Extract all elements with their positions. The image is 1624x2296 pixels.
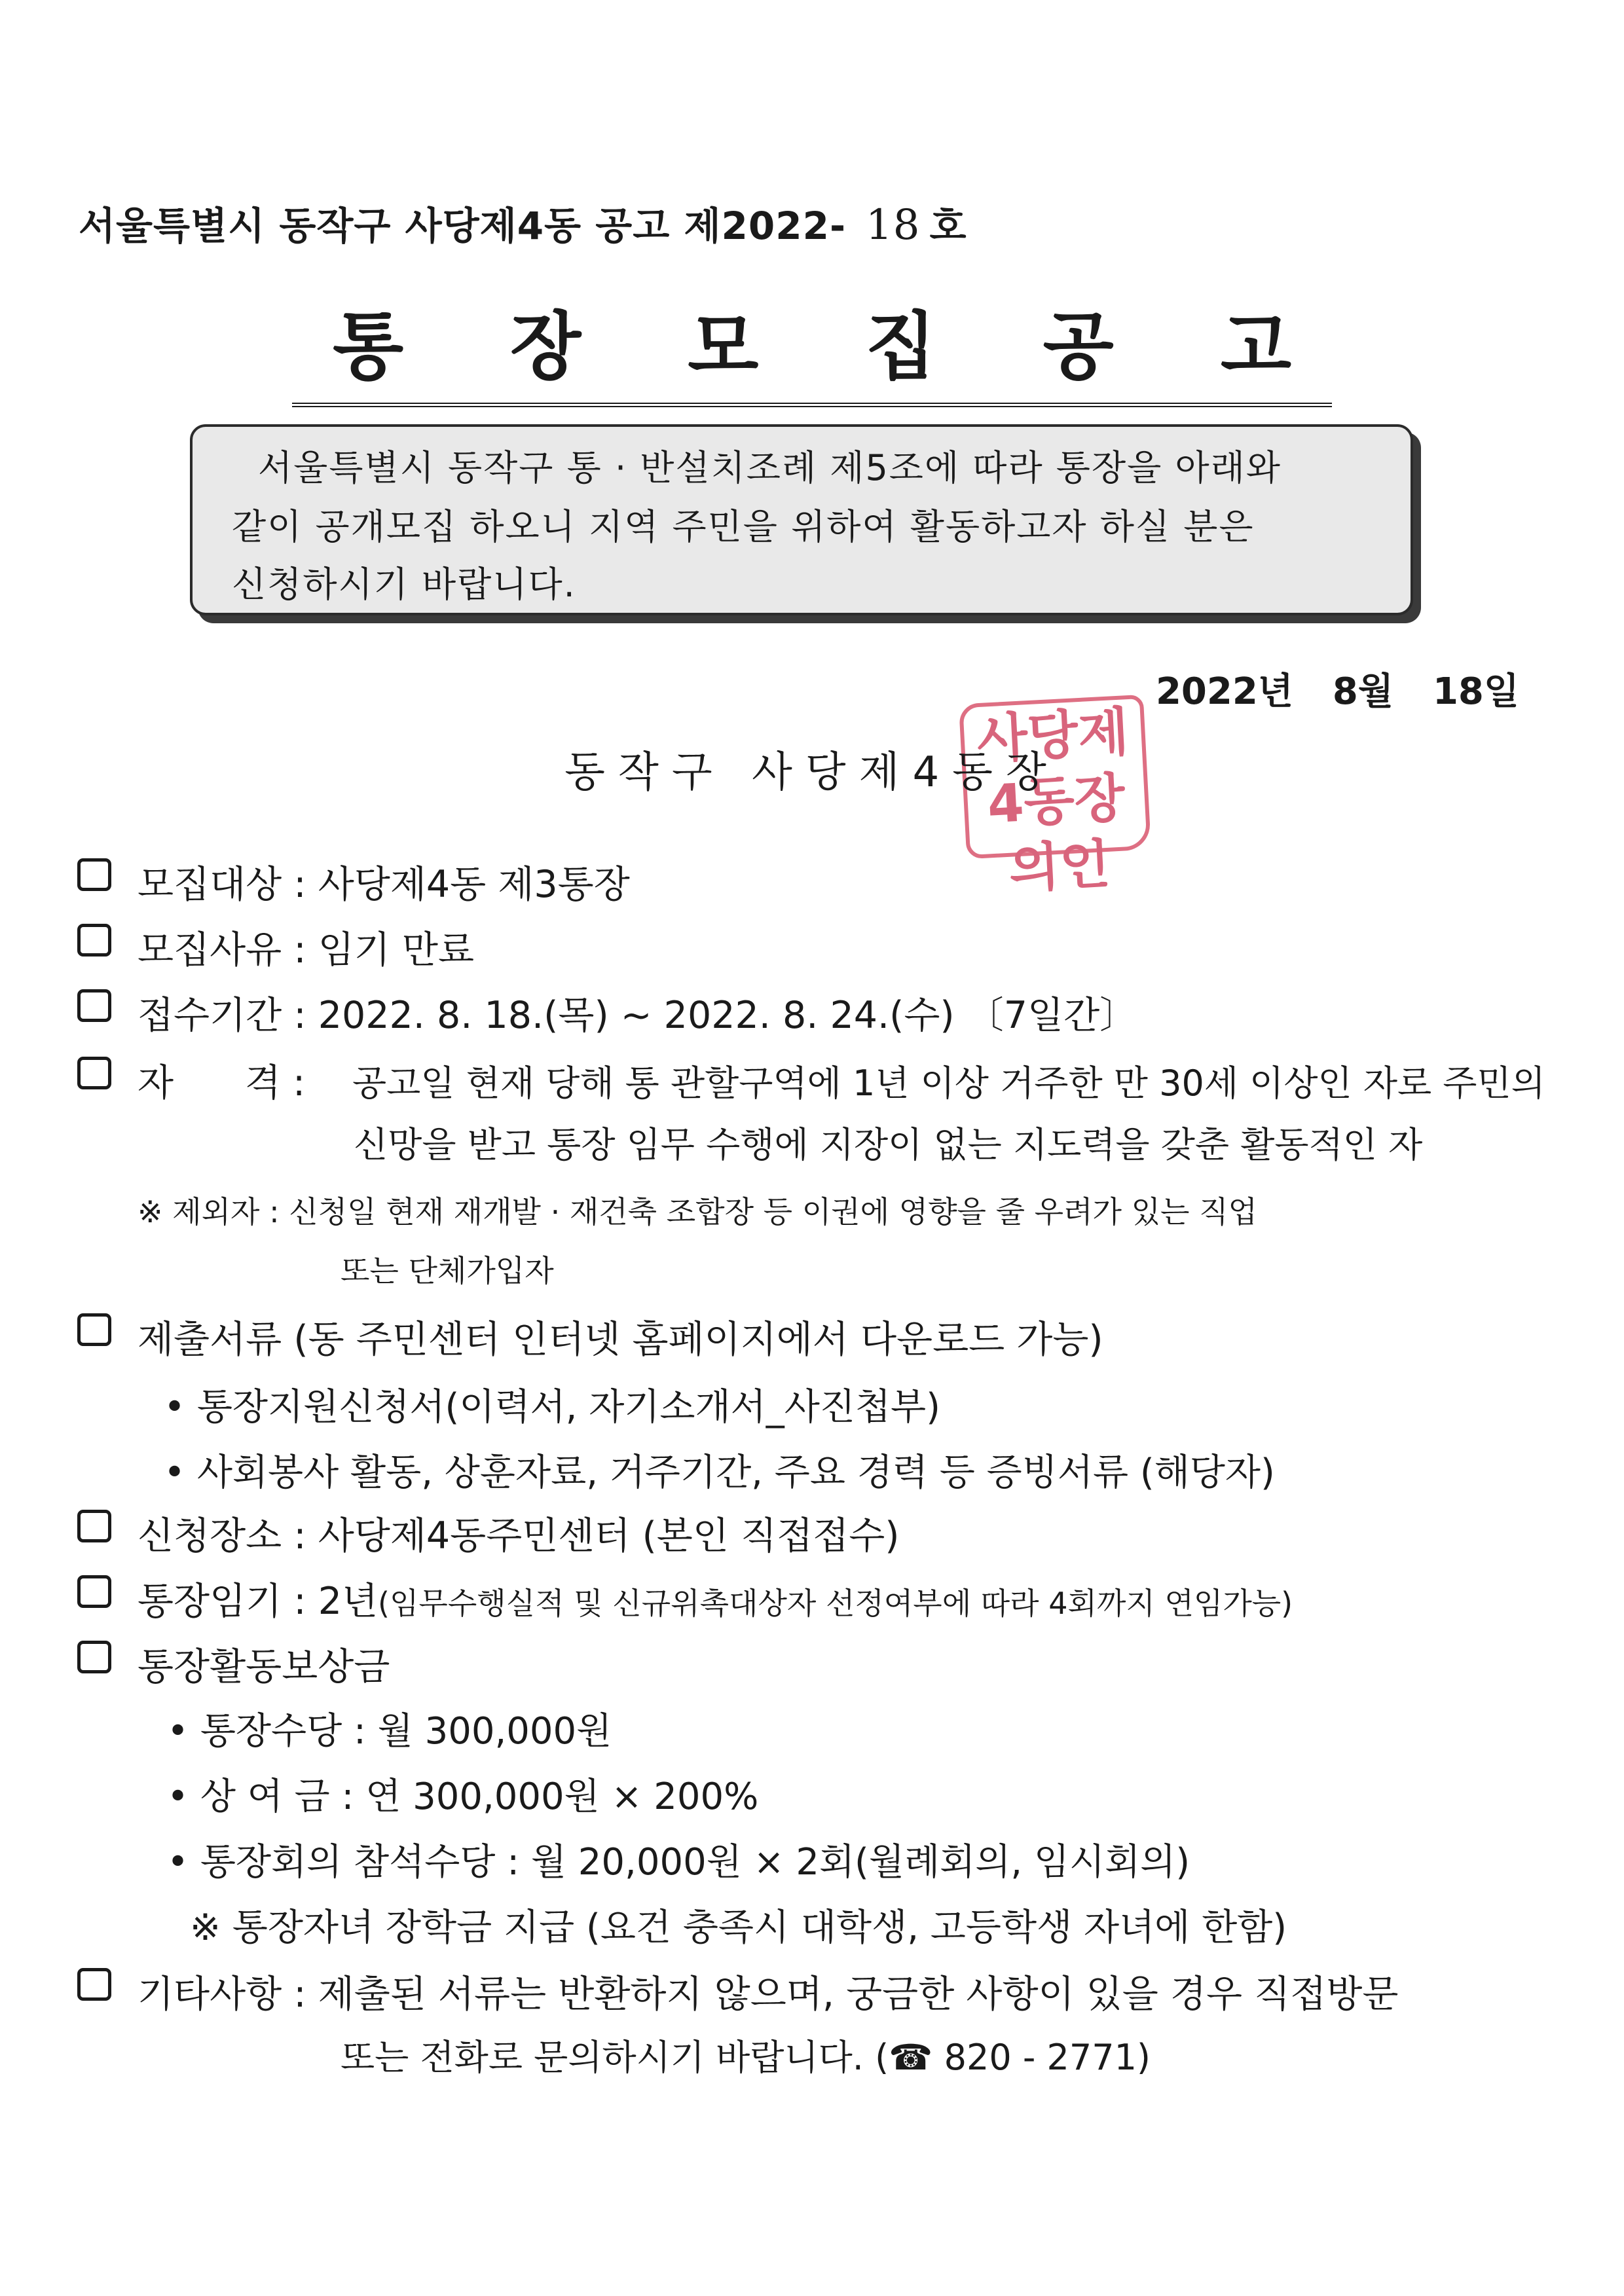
checkbox-icon bbox=[77, 989, 111, 1022]
item-qualification bbox=[77, 1053, 1551, 1105]
date-month: 8월 bbox=[1332, 670, 1393, 713]
notice-date bbox=[1156, 663, 1519, 715]
item-reason: 모집사유 : 임기 만료 bbox=[77, 920, 1518, 972]
term-label: 통장임기 : 2년 bbox=[138, 1580, 378, 1623]
item-term bbox=[77, 1571, 1551, 1624]
compensation-3: • 통장회의 참석수당 : 월 20,000원 × 2회(월례회의, 임시회의) bbox=[167, 1841, 1190, 1884]
notice-suffix: 호 bbox=[929, 204, 967, 248]
compensation-1: • 통장수당 : 월 300,000원 bbox=[167, 1710, 612, 1753]
exclusion-line-2: 또는 단체가입자 bbox=[341, 1253, 554, 1288]
checkbox-icon bbox=[77, 924, 111, 957]
item-other: 기타사항 : 제출된 서류는 반환하지 않으며, 궁금한 사항이 있을 경우 직접방문 bbox=[77, 1964, 1518, 2016]
qualification-line-2: 신망을 받고 통장 임무 수행에 지장이 없는 지도력을 갖춘 활동적인 자 bbox=[354, 1124, 1423, 1165]
checkbox-icon bbox=[77, 1057, 111, 1089]
issuing-organization: 동작구 사당제4동장 bbox=[564, 748, 1060, 797]
date-day: 18일 bbox=[1432, 670, 1519, 713]
checkbox-icon bbox=[77, 858, 111, 891]
checkbox-icon bbox=[77, 1641, 111, 1673]
checkbox-icon bbox=[77, 1313, 111, 1346]
intro-line-1: 서울특별시 동작구 통 · 반설치조례 제5조에 따라 통장을 아래와 bbox=[258, 447, 1282, 488]
document-1: • 통장지원신청서(이력서, 자기소개서_사진첩부) bbox=[164, 1386, 940, 1429]
item-target: 모집대상 : 사당제4동 제3통장 bbox=[77, 854, 1518, 907]
item-place: 신청장소 : 사당제4동주민센터 (본인 직접접수) bbox=[77, 1506, 1518, 1558]
official-seal-stamp: 사당제4동장의인 bbox=[959, 695, 1151, 859]
qualification-line-1: 공고일 현재 당해 통 관할구역에 1년 이상 거주한 만 30세 이상인 자로 주민의 bbox=[352, 1063, 1545, 1104]
other-line-2: 또는 전화로 문의하시기 바랍니다. (☎ 820 - 2771) bbox=[341, 2037, 1151, 2078]
checkbox-icon bbox=[77, 1575, 111, 1608]
date-year: 2022년 bbox=[1155, 670, 1293, 713]
compensation-note: ※ 통장자녀 장학금 지급 (요건 충족시 대학생, 고등학생 자녀에 한함) bbox=[190, 1906, 1287, 1949]
compensation-2: • 상 여 금 : 연 300,000원 × 200% bbox=[167, 1776, 759, 1818]
page-title: 통 장 모 집 공 고 bbox=[292, 288, 1332, 407]
item-documents: 제출서류 (동 주민센터 인터넷 홈페이지에서 다운로드 가능) bbox=[77, 1309, 1518, 1362]
notice-number-line bbox=[79, 195, 967, 250]
notice-number: 18 bbox=[866, 201, 921, 249]
checkbox-icon bbox=[77, 1968, 111, 2001]
notice-prefix: 서울특별시 동작구 사당제4동 공고 제2022- bbox=[79, 204, 847, 248]
item-compensation: 통장활동보상금 bbox=[77, 1637, 1518, 1689]
intro-box bbox=[190, 424, 1413, 615]
intro-line-2: 같이 공개모집 하오니 지역 주민을 위하여 활동하고자 하실 분은 bbox=[232, 506, 1255, 547]
term-note: (임무수행실적 및 신규위촉대상자 선정여부에 따라 4회까지 연임가능) bbox=[378, 1586, 1293, 1621]
document-2: • 사회봉사 활동, 상훈자료, 거주기간, 주요 경력 등 증빙서류 (해당자) bbox=[164, 1451, 1275, 1494]
checkbox-icon bbox=[77, 1510, 111, 1542]
page-title-wrap bbox=[0, 288, 1624, 407]
intro-line-3: 신청하시기 바랍니다. bbox=[232, 564, 576, 605]
exclusion-line-1: ※ 제외자 : 신청일 현재 재개발 · 재건축 조합장 등 이권에 영향을 줄 우려가 있는 직업 bbox=[138, 1194, 1257, 1230]
item-period: 접수기간 : 2022. 8. 18.(목) ~ 2022. 8. 24.(수) 〔7일간〕 bbox=[77, 985, 1518, 1038]
qualification-label: 자 격 : bbox=[138, 1061, 306, 1104]
